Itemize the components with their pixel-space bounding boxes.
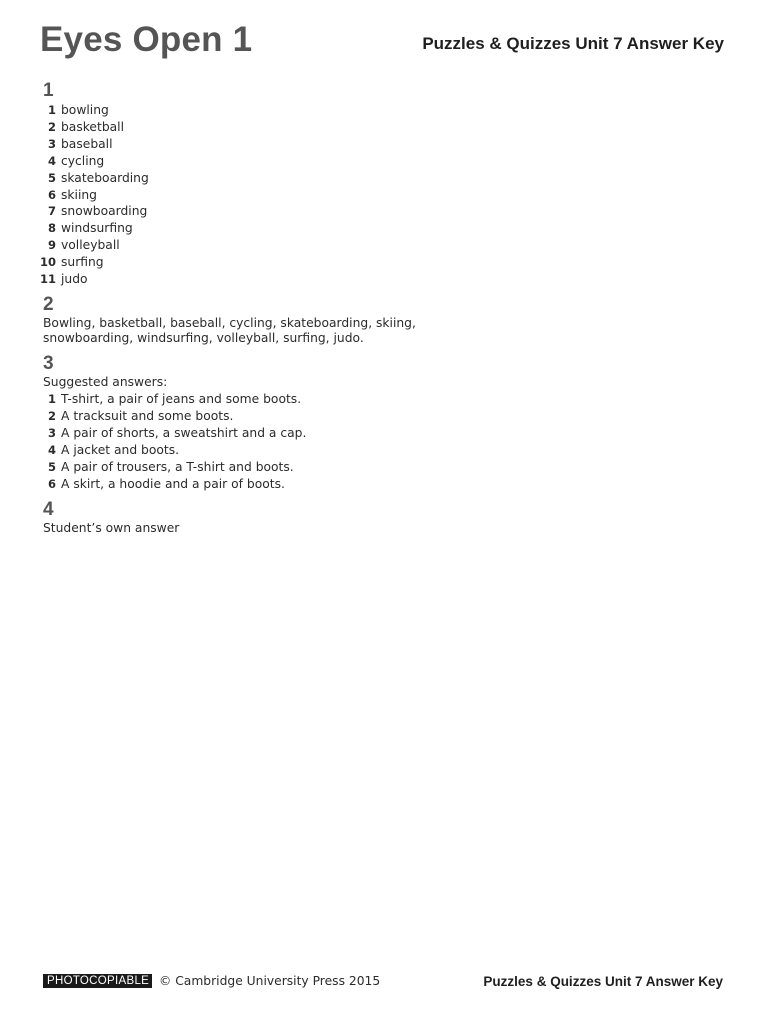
list-item (38, 102, 458, 119)
item-text: cycling (61, 153, 105, 168)
answer-list (38, 102, 458, 288)
item-number: 2 (47, 409, 56, 424)
item-number: 6 (47, 187, 56, 202)
photocopiable-badge: PHOTOCOPIABLE (43, 974, 152, 988)
list-item (38, 220, 458, 237)
item-number: 11 (39, 272, 56, 287)
list-item (38, 391, 458, 408)
item-number: 1 (47, 103, 56, 117)
item-number: 5 (47, 170, 56, 185)
list-item (38, 271, 458, 288)
list-item (38, 187, 458, 204)
item-number: 5 (47, 460, 56, 475)
item-text: A jacket and boots. (61, 443, 180, 458)
item-number: 3 (47, 426, 56, 441)
item-number: 10 (39, 255, 56, 270)
item-number: 4 (47, 153, 56, 168)
item-text: skiing (61, 187, 97, 202)
item-text: baseball (61, 136, 113, 151)
list-item (38, 153, 458, 170)
section-4 (38, 499, 458, 537)
item-text: volleyball (61, 238, 120, 253)
list-item (38, 203, 458, 220)
item-number: 7 (47, 204, 56, 219)
footer-title: Puzzles & Quizzes Unit 7 Answer Key (483, 974, 723, 989)
item-number: 4 (47, 443, 56, 458)
item-text: windsurfing (61, 221, 133, 236)
brand-title: Eyes Open 1 (40, 20, 253, 59)
document-title: Puzzles & Quizzes Unit 7 Answer Key (422, 34, 724, 53)
list-item (38, 136, 458, 153)
item-number: 3 (47, 136, 56, 151)
item-number: 8 (47, 221, 56, 236)
item-number: 6 (47, 477, 56, 491)
list-item (38, 459, 458, 476)
list-item (38, 254, 458, 271)
item-text: bowling (61, 103, 109, 117)
item-text: skateboarding (61, 170, 149, 185)
list-item (38, 119, 458, 136)
list-item (38, 237, 458, 254)
section-intro: Suggested answers: (43, 374, 168, 389)
answer-key-content (38, 80, 458, 536)
list-item (38, 170, 458, 187)
item-number: 1 (47, 392, 56, 407)
item-text: A skirt, a hoodie and a pair of boots. (61, 477, 285, 491)
section-number: 3 (43, 352, 54, 374)
item-text: snowboarding (61, 204, 148, 219)
list-item (38, 425, 458, 442)
section-1 (38, 80, 458, 288)
section-3 (38, 353, 458, 493)
section-text: Student’s own answer (43, 520, 180, 535)
item-text: surfing (61, 255, 104, 270)
item-number: 9 (47, 238, 56, 253)
section-text-line: Bowling, basketball, baseball, cycling, skateboarding, skiing, (43, 315, 416, 330)
section-text-line: snowboarding, windsurfing, volleyball, surfing, judo. (43, 331, 364, 346)
list-item (38, 476, 458, 493)
section-number: 1 (43, 80, 54, 101)
item-text: T-shirt, a pair of jeans and some boots. (61, 392, 302, 407)
item-number: 2 (47, 119, 56, 134)
answer-list (38, 391, 458, 492)
item-text: A pair of trousers, a T-shirt and boots. (61, 460, 294, 475)
copyright-text: © Cambridge University Press 2015 (159, 974, 381, 988)
section-number: 2 (43, 293, 54, 315)
item-text: A pair of shorts, a sweatshirt and a cap. (61, 426, 307, 441)
list-item (38, 408, 458, 425)
section-2 (38, 294, 458, 347)
item-text: basketball (61, 119, 124, 134)
page-footer (43, 971, 723, 991)
item-text: judo (61, 272, 88, 287)
section-number: 4 (43, 498, 54, 520)
page-header (40, 18, 724, 62)
item-text: A tracksuit and some boots. (61, 409, 234, 424)
list-item (38, 442, 458, 459)
